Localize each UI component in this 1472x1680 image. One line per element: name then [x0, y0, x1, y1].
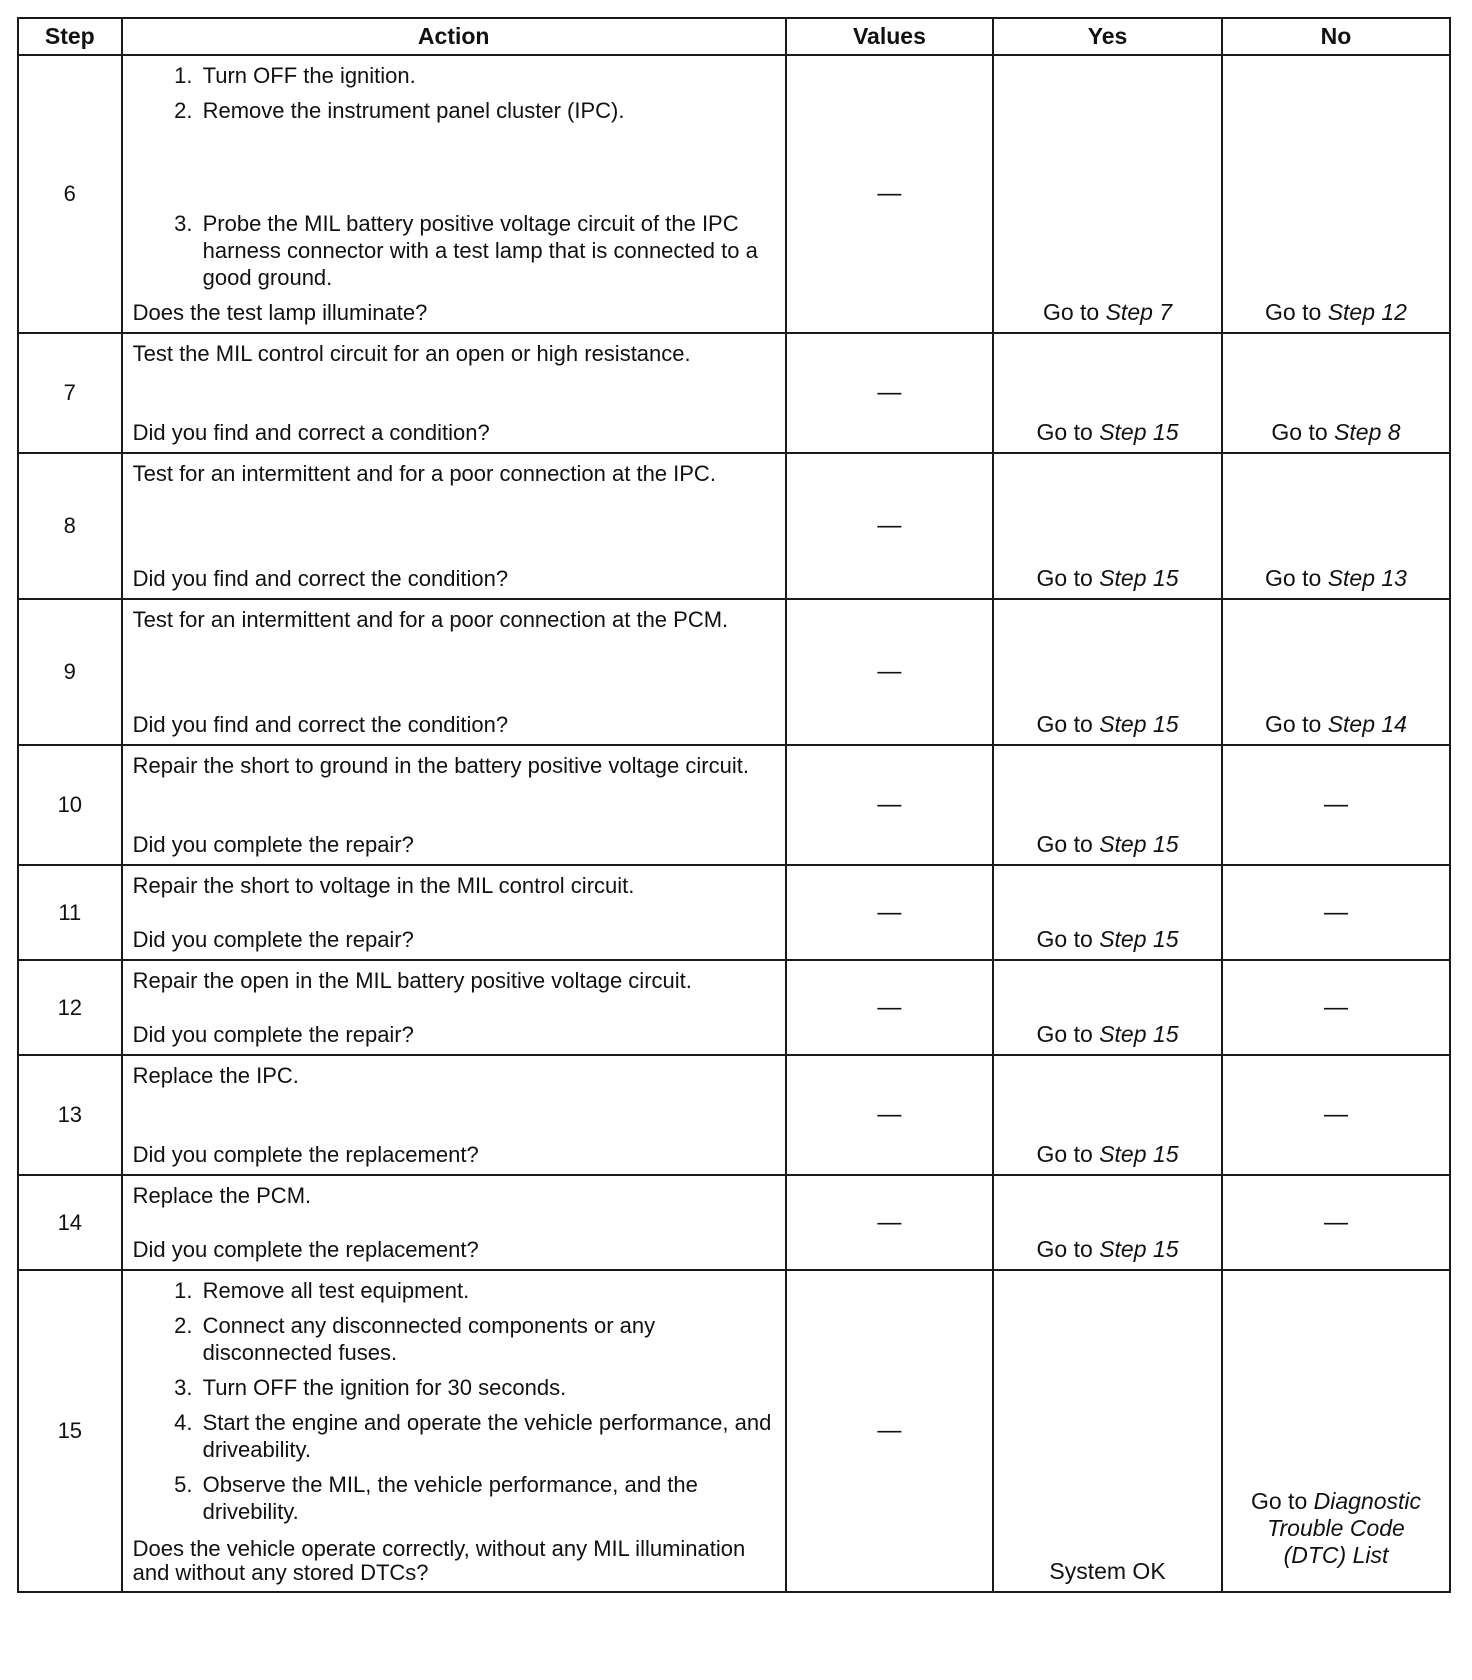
go-to-text: Go to: [1265, 711, 1322, 737]
table-row: [18, 453, 1450, 599]
no-cell: [1222, 333, 1450, 453]
action-cell: [122, 1270, 786, 1592]
go-to-text: Go to: [1036, 926, 1093, 952]
go-to-text: Go to: [1042, 299, 1100, 325]
action-cell: [122, 333, 786, 453]
action-step: 5. Observe the MIL, the vehicle performance, and the drivebility.: [199, 1471, 773, 1525]
no-dtc-list-link[interactable]: Diagnostic Trouble Code (DTC) List: [1267, 1488, 1422, 1568]
table-row: [18, 960, 1450, 1055]
action-text: Test for an intermittent and for a poor connection at the IPC.: [132, 461, 716, 486]
action-text: Repair the short to ground in the battery positive voltage circuit.: [132, 753, 749, 778]
yes-step-link[interactable]: Step 15: [1099, 419, 1179, 445]
go-to-text: Go to: [1036, 711, 1093, 737]
go-to-text: Go to: [1036, 1236, 1093, 1262]
yes-cell: [993, 599, 1222, 745]
action-cell: [122, 55, 786, 333]
header-action: Action: [122, 18, 786, 55]
action-text: Replace the IPC.: [132, 1063, 299, 1088]
step-number: 13: [18, 1055, 122, 1175]
action-text: Test the MIL control circuit for an open or high resistance.: [132, 341, 691, 366]
yes-step-link[interactable]: Step 15: [1099, 1141, 1179, 1167]
header-no: No: [1222, 18, 1450, 55]
action-step: 3. Turn OFF the ignition for 30 seconds.: [199, 1374, 773, 1401]
values-cell: —: [786, 1055, 993, 1175]
step-number: 11: [18, 865, 122, 960]
no-cell: —: [1222, 1175, 1450, 1270]
header-step: Step: [18, 18, 122, 55]
step-number: 14: [18, 1175, 122, 1270]
values-cell: —: [786, 745, 993, 865]
step-number: 7: [18, 333, 122, 453]
yes-step-link[interactable]: Step 15: [1099, 926, 1179, 952]
no-cell: [1222, 1270, 1450, 1592]
table-row: [18, 55, 1450, 333]
go-to-text: Go to: [1036, 419, 1093, 445]
step-number: 12: [18, 960, 122, 1055]
values-cell: —: [786, 333, 993, 453]
go-to-text: Go to: [1250, 1488, 1308, 1514]
go-to-text: Go to: [1265, 565, 1322, 591]
go-to-text: Go to: [1265, 299, 1322, 325]
values-cell: —: [786, 960, 993, 1055]
action-question: Did you find and correct the condition?: [132, 712, 509, 737]
values-cell: —: [786, 55, 993, 333]
no-cell: [1222, 599, 1450, 745]
action-question: Did you find and correct a condition?: [132, 420, 490, 445]
action-text: Test for an intermittent and for a poor connection at the PCM.: [132, 607, 729, 632]
action-cell: [122, 960, 786, 1055]
go-to-text: Go to: [1036, 1021, 1093, 1047]
go-to-text: Go to: [1271, 419, 1328, 445]
action-cell: [122, 745, 786, 865]
action-cell: [122, 1055, 786, 1175]
yes-cell: [993, 333, 1222, 453]
action-step: 1. Remove all test equipment.: [199, 1277, 773, 1304]
table-row: [18, 1175, 1450, 1270]
no-cell: —: [1222, 745, 1450, 865]
action-steps: [133, 62, 773, 299]
no-cell: —: [1222, 1055, 1450, 1175]
action-step: 1. Turn OFF the ignition.: [199, 62, 773, 89]
no-cell: [1222, 55, 1450, 333]
yes-step-link[interactable]: Step 15: [1099, 1021, 1179, 1047]
yes-cell: [993, 1175, 1222, 1270]
table-row: [18, 333, 1450, 453]
action-question: Did you complete the repair?: [132, 927, 414, 952]
no-cell: —: [1222, 865, 1450, 960]
step-number: 9: [18, 599, 122, 745]
table-row: [18, 1270, 1450, 1592]
table-row: [18, 745, 1450, 865]
no-step-link[interactable]: Step 12: [1327, 299, 1407, 325]
go-to-text: Go to: [1036, 565, 1093, 591]
action-cell: [122, 1175, 786, 1270]
yes-cell: [993, 55, 1222, 333]
yes-step-link[interactable]: Step 15: [1099, 711, 1179, 737]
no-step-link[interactable]: Step 8: [1334, 419, 1401, 445]
action-question: Did you complete the repair?: [132, 832, 414, 857]
yes-cell: [993, 453, 1222, 599]
action-cell: [122, 865, 786, 960]
action-step: 2. Remove the instrument panel cluster (IPC).: [199, 97, 773, 124]
table-row: [18, 865, 1450, 960]
system-ok-text: System OK: [1049, 1558, 1166, 1584]
action-text: Repair the short to voltage in the MIL control circuit.: [132, 873, 635, 898]
step-number: 15: [18, 1270, 122, 1592]
action-step: 2. Connect any disconnected components or any disconnected fuses.: [199, 1312, 773, 1366]
action-cell: [122, 599, 786, 745]
values-cell: —: [786, 453, 993, 599]
action-text: Replace the PCM.: [132, 1183, 312, 1208]
yes-step-link[interactable]: Step 15: [1099, 1236, 1179, 1262]
action-question: Did you complete the replacement?: [132, 1237, 479, 1262]
no-cell: [1222, 453, 1450, 599]
action-question: Did you complete the repair?: [132, 1022, 414, 1047]
action-steps: [133, 1277, 773, 1533]
action-question: Does the vehicle operate correctly, without any MIL illumination and without any stored DTCs?: [132, 1536, 746, 1585]
yes-step-link[interactable]: Step 7: [1105, 299, 1173, 325]
yes-cell: [993, 745, 1222, 865]
action-text: Repair the open in the MIL battery positive voltage circuit.: [132, 968, 692, 993]
no-cell: —: [1222, 960, 1450, 1055]
no-step-link[interactable]: Step 14: [1327, 711, 1407, 737]
table-row: [18, 1055, 1450, 1175]
step-number: 8: [18, 453, 122, 599]
header-values: Values: [786, 18, 993, 55]
yes-step-link[interactable]: Step 15: [1099, 565, 1179, 591]
action-question: Did you complete the replacement?: [132, 1142, 479, 1167]
step-number: 10: [18, 745, 122, 865]
values-cell: —: [786, 1270, 993, 1592]
header-yes: Yes: [993, 18, 1222, 55]
values-cell: —: [786, 865, 993, 960]
step-number: 6: [18, 55, 122, 333]
yes-cell: [993, 865, 1222, 960]
action-cell: [122, 453, 786, 599]
header-row: [18, 18, 1450, 55]
diagnostic-table: [17, 17, 1451, 1593]
action-question: Does the test lamp illuminate?: [132, 300, 428, 325]
table-row: [18, 599, 1450, 745]
action-question: Did you find and correct the condition?: [132, 566, 509, 591]
yes-step-link[interactable]: Step 15: [1099, 831, 1179, 857]
yes-cell: [993, 1270, 1222, 1592]
go-to-text: Go to: [1036, 1141, 1093, 1167]
action-step: 3. Probe the MIL battery positive voltage circuit of the IPC harness connector with a test lamp that is connected to a good ground.: [199, 210, 773, 291]
go-to-text: Go to: [1036, 831, 1093, 857]
action-step: 4. Start the engine and operate the vehicle performance, and driveability.: [199, 1409, 773, 1463]
values-cell: —: [786, 599, 993, 745]
no-step-link[interactable]: Step 13: [1327, 565, 1407, 591]
values-cell: —: [786, 1175, 993, 1270]
yes-cell: [993, 960, 1222, 1055]
yes-cell: [993, 1055, 1222, 1175]
